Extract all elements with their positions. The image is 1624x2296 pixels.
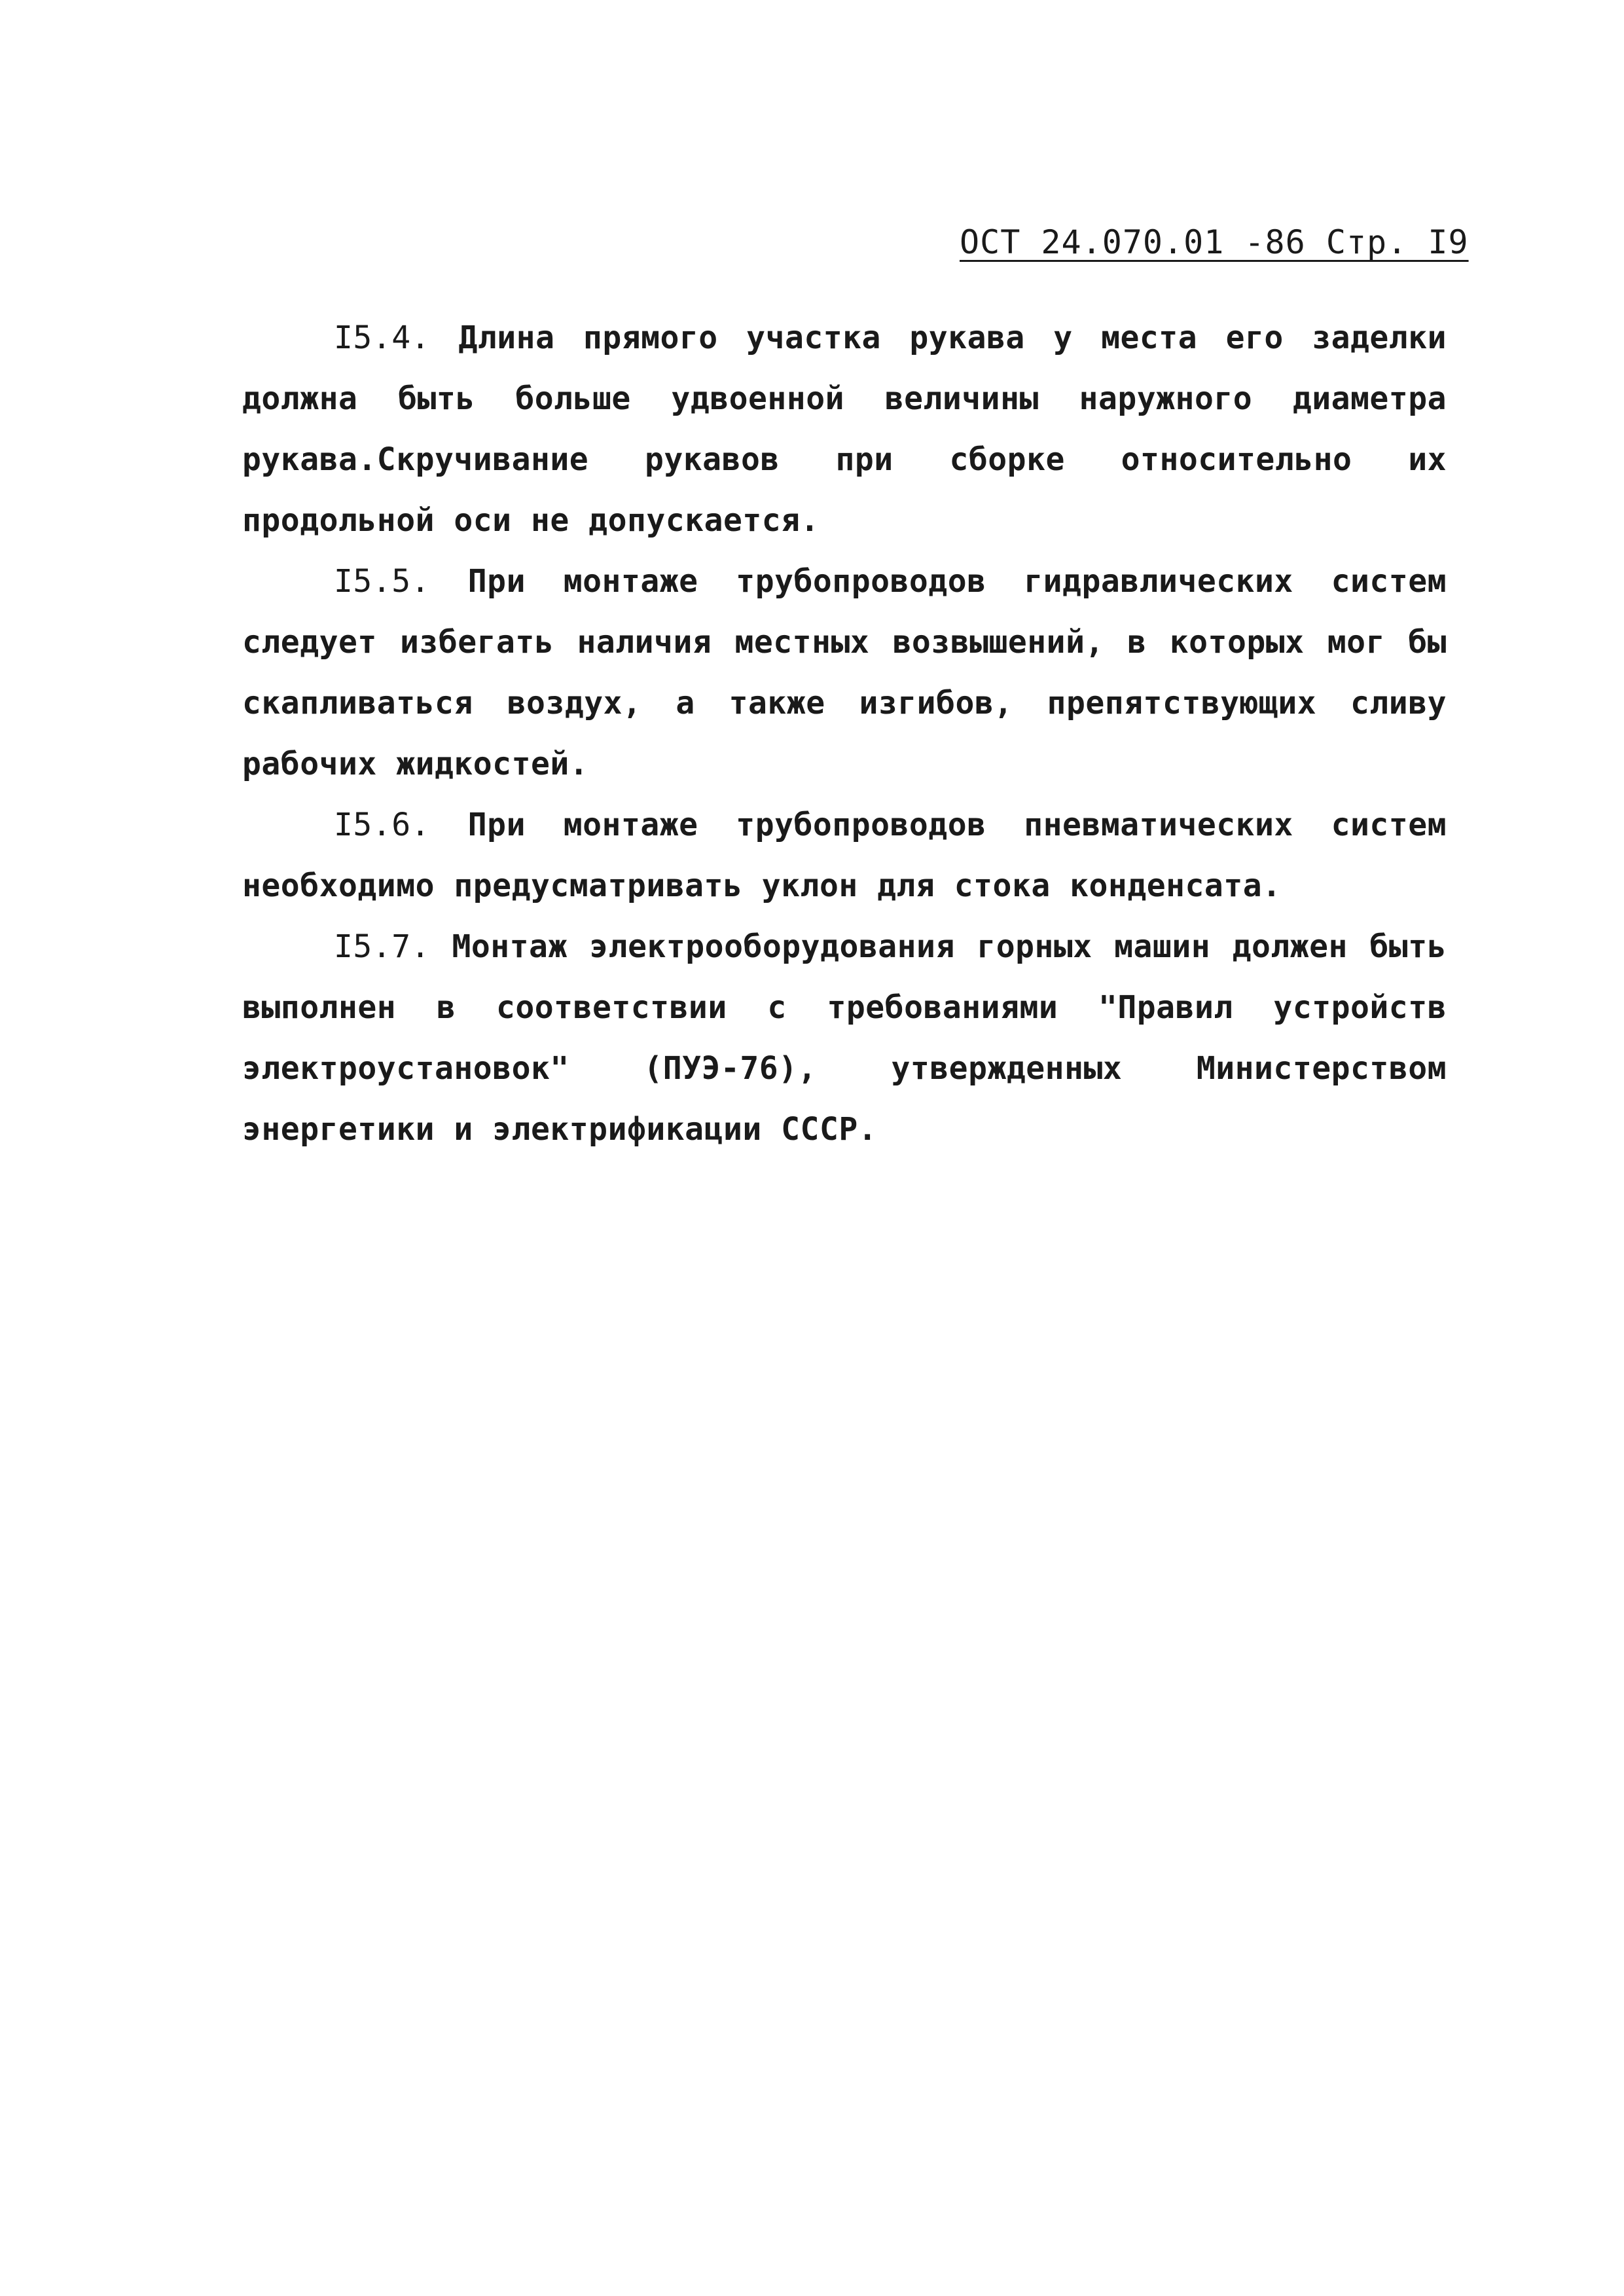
paragraph-number: I5.5. [334,563,430,600]
document-header: ОСТ 24.070.01 -86 Стр. I9 [960,223,1469,261]
paragraph-text: При монтаже трубопроводов гидравлических систем следует избегать наличия местных возвышений, в которых мог бы скапливаться воздух, а также изгибов, препятствующих сливу рабочих жидкостей. [242,563,1447,782]
document-body [242,308,1447,1160]
paragraph-text: Длина прямого участка рукава у места его заделки должна быть больше удвоенной величины наружного диаметра рукава.Скручивание рукавов при сборке относительно их продольной оси не допускается. [242,319,1447,539]
paragraph-number: I5.4. [334,319,430,356]
paragraph-15-7 [242,917,1447,1160]
paragraph-15-4 [242,308,1447,551]
paragraph-text: При монтаже трубопроводов пневматических систем необходимо предусматривать уклон для стока конденсата. [242,807,1447,904]
paragraph-text: Монтаж электрооборудования горных машин должен быть выполнен в соответствии с требованиями "Правил устройств электроустановок" (ПУЭ-76), утвержденных Министерством энергетики и электрификации СССР. [242,928,1447,1148]
paragraph-number: I5.6. [334,807,430,843]
paragraph-15-5 [242,551,1447,795]
paragraph-number: I5.7. [334,928,430,965]
paragraph-15-6 [242,795,1447,917]
